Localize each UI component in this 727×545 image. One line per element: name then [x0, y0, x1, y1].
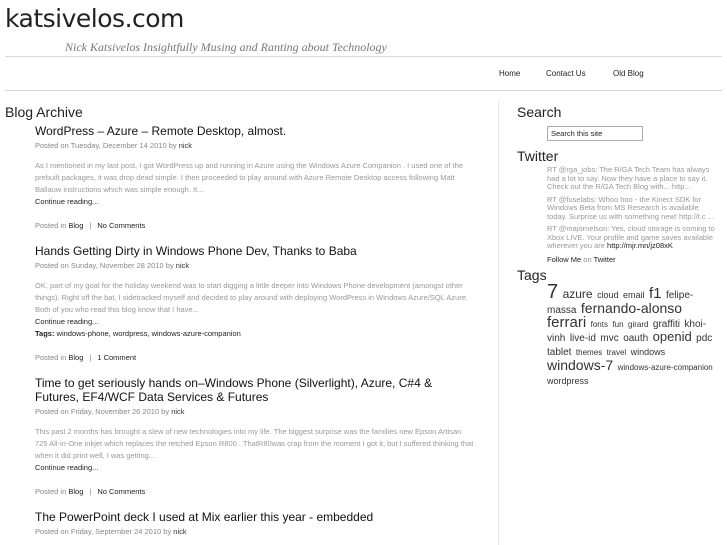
post-author[interactable]: nick [175, 261, 190, 270]
tag-link[interactable]: wordpress [547, 375, 589, 386]
twitter-heading: Twitter [517, 148, 559, 164]
nav-home[interactable]: Home [499, 69, 521, 78]
post-author[interactable]: nick [178, 141, 193, 150]
nav-old-blog[interactable]: Old Blog [613, 69, 644, 78]
posted-in-label: Posted in [35, 221, 67, 230]
search-input[interactable] [547, 126, 643, 141]
category-link[interactable]: Blog [68, 487, 84, 496]
continue-reading-link[interactable]: Continue reading... [35, 463, 99, 472]
post [5, 244, 475, 362]
twitter-link[interactable]: Twitter [593, 254, 616, 264]
tag-link[interactable]: travel [606, 347, 627, 357]
site-title[interactable]: katsivelos.com [5, 4, 184, 33]
tag-link[interactable]: felipe-massa [547, 289, 694, 316]
main-content [5, 104, 475, 536]
posted-in-label: Posted in [35, 487, 67, 496]
post-footer: Posted in Blog | No Comments [35, 487, 146, 496]
post-title[interactable]: The PowerPoint deck I used at Mix earlier this year - embedded [35, 510, 374, 524]
tag-link[interactable]: fonts [590, 319, 608, 329]
tag-link[interactable]: 7 [547, 280, 559, 303]
category-link[interactable]: Blog [68, 221, 84, 230]
comments-link[interactable]: No Comments [97, 487, 146, 496]
post-excerpt: OK, part of my goal for the holiday weekend was to start digging a little deeper into Windows Phone development (amongst other things). Right off the bat, I sidetracked myself and decided to play around with deploying WordPress in Windows Azure/SQL Azure. Both of you who read this blog know that I have... [35, 281, 469, 314]
nav-bar [5, 56, 722, 91]
post [5, 124, 475, 230]
archive-title: Blog Archive [5, 104, 83, 120]
post-meta [35, 527, 475, 536]
sidebar [517, 104, 717, 387]
tag-cloud [547, 280, 717, 387]
post-author[interactable]: nick [173, 527, 187, 536]
post-date: Posted on Friday, November 26 2010 by [35, 407, 170, 416]
post-tags [35, 328, 475, 340]
post [5, 376, 475, 496]
post-date: Posted on Tuesday, December 14 2010 by [35, 141, 177, 150]
tweet-link[interactable]: http://mjr.mn/jz08xK [607, 241, 673, 250]
comments-link[interactable]: No Comments [97, 221, 146, 230]
post-meta [35, 407, 475, 416]
tag-link[interactable]: tablet [547, 346, 572, 358]
tweet-text: RT @majornelson: Yes, cloud storage is coming to Xbox LIVE. Your profile and game saves available wherever you are [547, 224, 715, 250]
post-author[interactable]: nick [171, 407, 185, 416]
continue-reading-link[interactable]: Continue reading... [35, 197, 99, 206]
tags-label: Tags: [35, 329, 55, 338]
post-excerpt: This past 2 months has brought a slew of new technologies into my life. The biggest surprise was the families new Epson Artisan 725 All-in-One inkjet which replaces the retched Epson R800 . ThatR80was crap from the moment I got it, but I suffered thinking that when it did print well, I was getting... [35, 427, 474, 460]
follow-on-label: on [583, 254, 592, 264]
tag-link[interactable]: fernando-alonso [580, 299, 683, 316]
follow-line [547, 255, 717, 264]
nav-contact-us[interactable]: Contact Us [546, 69, 586, 78]
post-title[interactable]: WordPress – Azure – Remote Desktop, almost. [35, 124, 287, 138]
post-date: Posted on Friday, September 24 2010 by [35, 527, 172, 536]
post-date: Posted on Sunday, November 28 2010 by [35, 261, 174, 270]
tag-link[interactable]: cloud [597, 289, 619, 300]
posted-in-label: Posted in [35, 353, 67, 362]
site-tagline: Nick Katsivelos Insightfully Musing and Ranting about Technology [65, 40, 387, 54]
tag-link[interactable]: ferrari [547, 313, 587, 331]
tag-link[interactable]: openid [652, 328, 692, 344]
tag-link[interactable]: girard [628, 319, 649, 329]
tag-link[interactable]: live-id [569, 332, 596, 344]
post-meta [35, 141, 475, 150]
tags-heading: Tags [517, 266, 547, 283]
follow-me-link[interactable]: Follow Me [547, 254, 582, 264]
tag-link[interactable]: windows-7 [547, 356, 614, 373]
search-heading: Search [517, 104, 562, 120]
post [5, 510, 475, 536]
tag-link[interactable]: email [623, 289, 645, 300]
tag-link[interactable]: khoi-vinh [547, 318, 707, 344]
tag-link[interactable]: azure [562, 286, 593, 301]
tweet: RT @rga_jobs: The R/GA Tech Team has always had a lot to say. Now they have a place to say it. Check out the R/GA Tech Blog with... http... [547, 165, 710, 191]
post-footer: Posted in Blog | No Comments [35, 221, 146, 230]
tag-link[interactable]: oauth [623, 332, 649, 344]
post-excerpt: As I mentioned in my last post, I got WordPress up and running in Azure using the Windows Azure Companion . I used one of the prebuilt packages, it was drop dead simple. I then proceeded to play around with Azure Remote Desktop access following Matt Ballauw instructions which was simple enough. It... [35, 161, 464, 194]
category-link[interactable]: Blog [68, 353, 84, 362]
tag-link[interactable]: mvc [600, 332, 619, 344]
tag-link[interactable]: pdc [696, 332, 713, 344]
post-title[interactable]: Time to get seriously hands on–Windows Phone (Silverlight), Azure, C#4 & Futures, EF4/WCF Data Services & Futures [35, 376, 433, 404]
post-title[interactable]: Hands Getting Dirty in Windows Phone Dev, Thanks to Baba [35, 244, 357, 258]
tag-link[interactable]: fun [612, 319, 624, 329]
tags-list[interactable]: windows-phone, wordpress, windows-azure-companion [56, 329, 241, 338]
continue-reading-link[interactable]: Continue reading... [35, 317, 99, 326]
post-meta [35, 261, 475, 270]
tag-link[interactable]: f1 [649, 284, 662, 302]
tag-link[interactable]: graffiti [652, 318, 680, 330]
tweet [547, 225, 719, 251]
tag-link[interactable]: windows-azure-companion [617, 362, 713, 372]
tag-link[interactable]: themes [575, 347, 603, 357]
sidebar-divider [498, 102, 499, 545]
comments-link[interactable]: 1 Comment [97, 353, 137, 362]
tag-link[interactable]: windows [630, 346, 666, 357]
tweet: RT @fuselabs: Whoo hoo - the Kinect SDK for Windows Beta from MS Research is available today. Surprise us with something new! http://t.c ... [547, 194, 715, 221]
post-footer: Posted in Blog | 1 Comment [35, 353, 137, 362]
